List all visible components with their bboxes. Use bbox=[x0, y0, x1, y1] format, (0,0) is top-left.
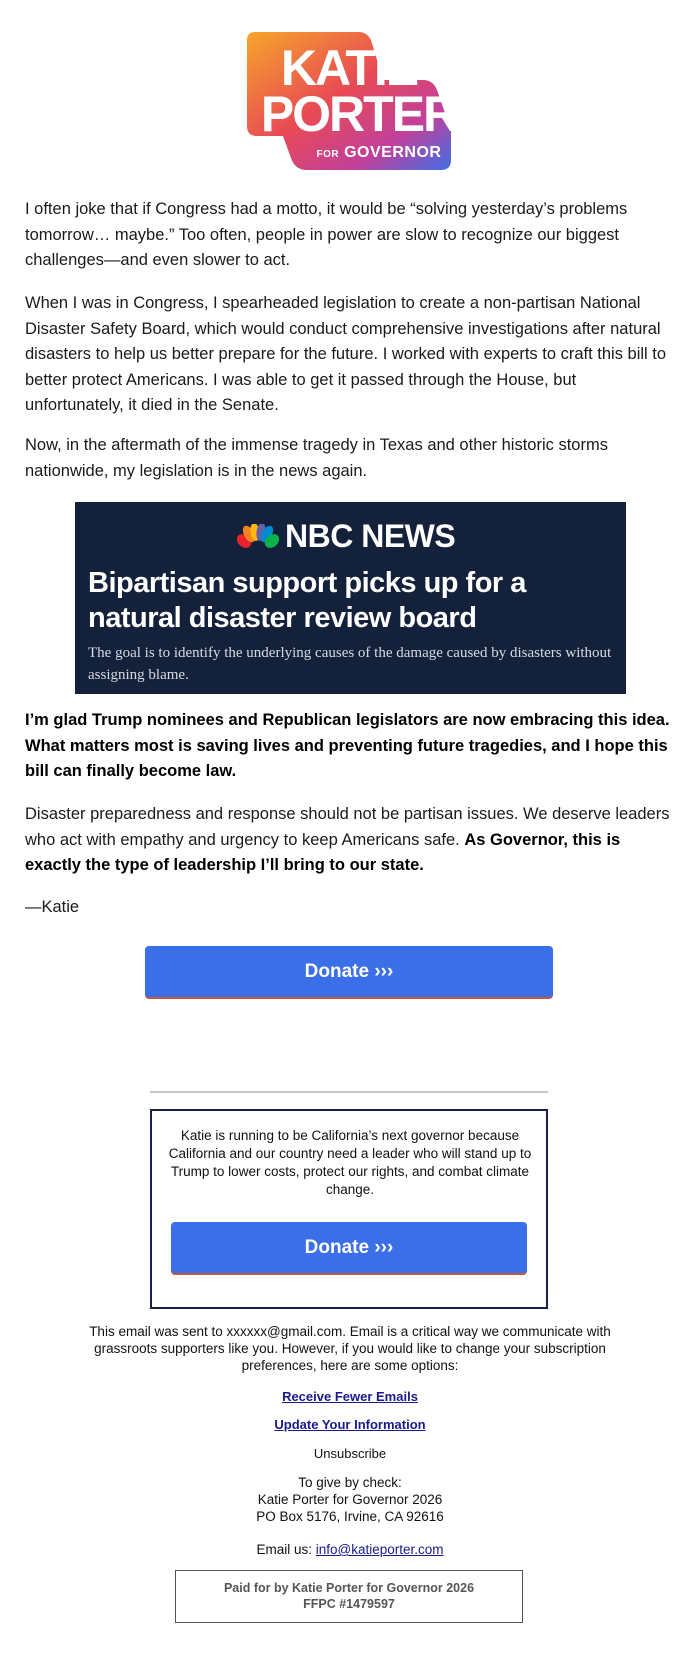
check-address-block bbox=[0, 1474, 700, 1525]
paid-for-text: Paid for by Katie Porter for Governor 2026 bbox=[223, 1581, 475, 1595]
check-payee: Katie Porter for Governor 2026 bbox=[257, 1492, 443, 1507]
logo-for: FOR bbox=[316, 149, 340, 160]
paragraph-news: Now, in the aftermath of the immense tragedy in Texas and other historic storms nationwide, my legislation is in the news again. bbox=[25, 436, 608, 480]
nbc-peacock-icon bbox=[237, 524, 279, 550]
preparedness-text: Disaster preparedness and response should not be partisan issues. We deserve leaders who act with empathy and urgency to keep Americans safe. bbox=[25, 805, 670, 849]
paragraph-intro: I often joke that if Congress had a motto, it would be “solving yesterday’s problems tomorrow… maybe.” Too often, people in power are slow to recognize our biggest challenges—and even slower to act. bbox=[25, 200, 628, 269]
email-link[interactable]: info@katieporter.com bbox=[315, 1542, 444, 1557]
update-information-link[interactable]: Update Your Information bbox=[274, 1417, 426, 1432]
paragraph-bipartisan: I’m glad Trump nominees and Republican legislators are now embracing this idea. What matters most is saving lives and preventing future tragedies, and I hope this bill can finally become law. bbox=[25, 711, 670, 780]
paragraph-legislation: When I was in Congress, I spearheaded legislation to create a non-partisan National Disaster Safety Board, which would conduct comprehensive investigations after natural disasters to help us better prepare for the future. I worked with experts to craft this bill to better protect Americans. I was able to get it passed through the House, but unfortunately, it died in the Senate. bbox=[25, 294, 667, 414]
email-us-label: Email us: bbox=[256, 1542, 316, 1557]
footer-notice: This email was sent to xxxxxx@gmail.com. Email is a critical way we communicate with grassroots supporters like you. However, if you would like to change your subscription preferences, here are some options: bbox=[89, 1324, 611, 1373]
nbc-headline: Bipartisan support picks up for a natural disaster review board bbox=[88, 567, 526, 634]
header-logo-area bbox=[0, 28, 700, 173]
divider bbox=[150, 1091, 548, 1093]
katie-porter-logo[interactable] bbox=[247, 32, 458, 170]
ffpc-number: FFPC #1479597 bbox=[303, 1597, 395, 1611]
signoff: —Katie bbox=[25, 898, 80, 916]
logo-for-governor bbox=[247, 144, 481, 164]
check-address: PO Box 5176, Irvine, CA 92616 bbox=[256, 1509, 444, 1524]
box-donate-button[interactable]: Donate ››› bbox=[171, 1222, 527, 1275]
paid-for-disclaimer bbox=[175, 1570, 523, 1623]
check-heading: To give by check: bbox=[298, 1475, 402, 1490]
logo-porter: PORTER bbox=[260, 86, 458, 142]
donate-button[interactable]: Donate ››› bbox=[145, 946, 553, 999]
campaign-info-text: Katie is running to be California’s next governor because California and our country need a leader who will stand up to Trump to lower costs, protect our rights, and combat climate change. bbox=[168, 1128, 532, 1197]
nbc-news-article-image[interactable] bbox=[75, 502, 626, 694]
logo-katie: KATIE bbox=[280, 40, 418, 96]
logo-governor: GOVERNOR bbox=[344, 144, 442, 161]
paragraph-preparedness bbox=[25, 802, 675, 879]
governor-pledge: As Governor, this is exactly the type of leadership I’ll bring to our state. bbox=[25, 830, 621, 874]
email-us-line bbox=[0, 1541, 700, 1558]
nbc-news-logo bbox=[75, 516, 626, 556]
unsubscribe-link[interactable]: Unsubscribe bbox=[313, 1446, 387, 1461]
nbc-news-wordmark: NBC NEWS bbox=[285, 518, 456, 554]
receive-fewer-emails-link[interactable]: Receive Fewer Emails bbox=[282, 1389, 418, 1404]
nbc-subheadline: The goal is to identify the underlying causes of the damage caused by disasters without assigning blame. bbox=[88, 645, 612, 683]
